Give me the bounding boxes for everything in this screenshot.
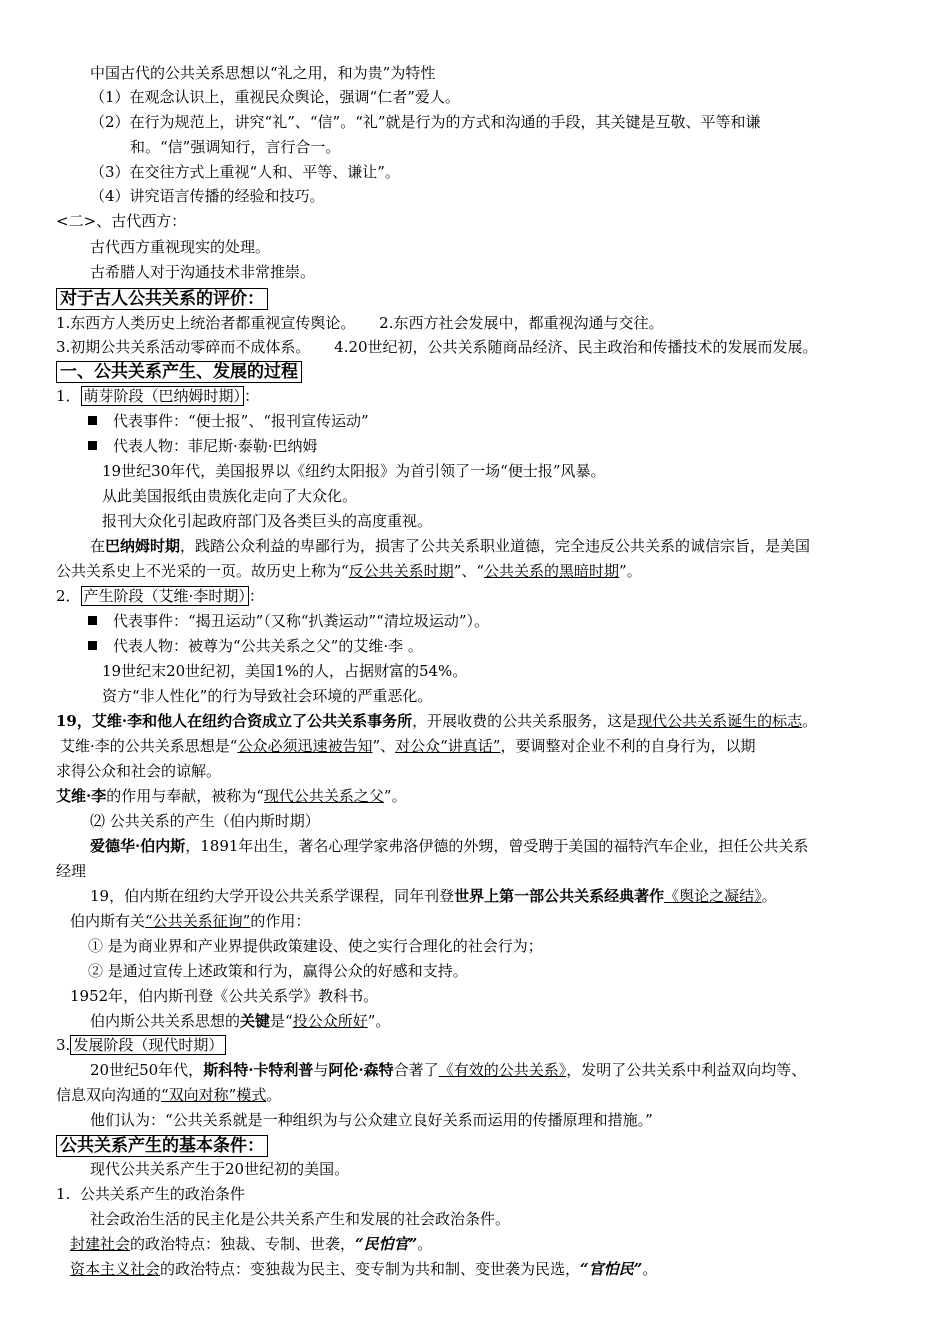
- text-line: 19，艾维·李和他人在纽约合资成立了公共关系事务所，开展收费的公共关系服务，这是现代公共关系诞生的标志。: [56, 712, 818, 730]
- text-line: 信息双向沟通的“双向对称”模式。: [56, 1086, 282, 1104]
- text-line: 伯内斯有关“公共关系征询”的作用：: [70, 912, 311, 930]
- text-line: 封建社会的政治特点：独裁、专制、世袭，“民怕官”。: [70, 1235, 433, 1253]
- text-line: 1.东西方人类历史上统治者都重视宣传舆论。 2.东西方社会发展中，都重视沟通与交往。: [56, 314, 664, 332]
- bullet-item: 代表人物：菲尼斯·泰勒·巴纳姆: [88, 434, 318, 458]
- text-line: 资本主义社会的政治特点：变独裁为民主、变专制为共和制、变世袭为民选，“官怕民”。: [70, 1260, 658, 1278]
- text-line: 在巴纳姆时期，践踏公众利益的卑鄙行为，损害了公共关系职业道德，完全违反公共关系的诚信宗旨，是美国: [90, 537, 811, 555]
- text-line: 求得公众和社会的谅解。: [56, 762, 222, 780]
- text-line: 经理: [56, 862, 87, 880]
- text-line: 19世纪末20世纪初，美国1%的人，占据财富的54%。: [102, 662, 468, 680]
- text-line: 社会政治生活的民主化是公共关系产生和发展的社会政治条件。: [90, 1210, 511, 1228]
- text-line: ⑵ 公共关系的产生（伯内斯时期）: [90, 812, 320, 830]
- square-bullet-icon: [88, 441, 97, 450]
- text-line: 19，伯内斯在纽约大学开设公共关系学课程，同年刊登世界上第一部公共关系经典著作《舆论之凝结》。: [90, 887, 777, 905]
- text-line: ② 是通过宣传上述政策和行为，赢得公众的好感和支持。: [88, 962, 468, 980]
- section-heading: 公共关系产生的基本条件：: [56, 1134, 268, 1158]
- text-line: 1952年，伯内斯刊登《公共关系学》教科书。: [70, 987, 379, 1005]
- text-line: 和。“信”强调知行，言行合一。: [130, 138, 341, 156]
- text-line: （2）在行为规范上，讲究“礼”、“信”。“礼”就是行为的方式和沟通的手段，其关键是互敬、平等和谦: [90, 113, 761, 131]
- text-line: 1. 公共关系产生的政治条件: [56, 1185, 245, 1203]
- section-heading: 一、公共关系产生、发展的过程: [56, 360, 302, 384]
- text-line: 公共关系史上不光采的一页。故历史上称为“反公共关系时期”、“公共关系的黑暗时期”。: [56, 562, 642, 580]
- text-line: 艾维·李的作用与奉献，被称为“现代公共关系之父”。: [56, 787, 407, 805]
- text-line: ① 是为商业界和产业界提供政策建设、使之实行合理化的社会行为；: [88, 937, 543, 955]
- text-line: 古希腊人对于沟通技术非常推崇。: [90, 263, 316, 281]
- text-line: 中国古代的公共关系思想以“礼之用，和为贵”为特性: [90, 64, 436, 82]
- bullet-item: 代表人物：被尊为“公共关系之父”的艾维·李 。: [88, 634, 423, 658]
- text-line: 古代西方重视现实的处理。: [90, 238, 271, 256]
- text-line: （4）讲究语言传播的经验和技巧。: [90, 187, 325, 205]
- square-bullet-icon: [88, 616, 97, 625]
- text-line: 他们认为：“公共关系就是一种组织为与公众建立良好关系而运用的传播原理和措施。”: [90, 1111, 653, 1129]
- square-bullet-icon: [88, 641, 97, 650]
- text-line: 19世纪30年代，美国报界以《纽约太阳报》为首引领了一场“便士报”风暴。: [102, 462, 606, 480]
- text-line: （3）在交往方式上重视“人和、平等、谦让”。: [90, 163, 400, 181]
- text-line: 从此美国报纸由贵族化走向了大众化。: [102, 487, 358, 505]
- text-line: 伯内斯公共关系思想的关键是“投公众所好”。: [90, 1012, 391, 1030]
- text-line: 爱德华·伯内斯，1891年出生，著名心理学家弗洛伊德的外甥，曾受聘于美国的福特汽车企业，担任公共关系: [90, 837, 809, 855]
- text-line: （1）在观念认识上，重视民众舆论，强调“仁者”爱人。: [90, 88, 460, 106]
- text-line: 3.初期公共关系活动零碎而不成体系。 4.20世纪初，公共关系随商品经济、民主政治和传播技术的发展而发展。: [56, 338, 818, 356]
- section-heading: 对于古人公共关系的评价：: [56, 287, 268, 311]
- text-line: 艾维·李的公共关系思想是“公众必须迅速被告知”、对公众“讲真话”，要调整对企业不利的自身行为，以期: [60, 737, 756, 755]
- subsection-title: 1． 萌芽阶段（巴纳姆时期） ：: [56, 387, 260, 405]
- text-line: 现代公共关系产生于20世纪初的美国。: [90, 1160, 350, 1178]
- text-line: 报刊大众化引起政府部门及各类巨头的高度重视。: [102, 512, 433, 530]
- bullet-item: 代表事件：“便士报”、“报刊宣传运动”: [88, 409, 369, 433]
- text-line: <二>、古代西方：: [56, 212, 187, 230]
- text-line: 20世纪50年代，斯科特·卡特利普与阿伦·森特合著了《有效的公共关系》，发明了公共关系中利益双向均等、: [90, 1061, 807, 1079]
- subsection-title: 2． 产生阶段（艾维·李时期） ：: [56, 587, 264, 605]
- subsection-title: 3. 发展阶段（现代时期）: [56, 1033, 226, 1057]
- bullet-item: 代表事件：“揭丑运动”（又称“扒粪运动”“清垃圾运动”）。: [88, 609, 489, 633]
- square-bullet-icon: [88, 416, 97, 425]
- text-line: 资方“非人性化”的行为导致社会环境的严重恶化。: [102, 687, 433, 705]
